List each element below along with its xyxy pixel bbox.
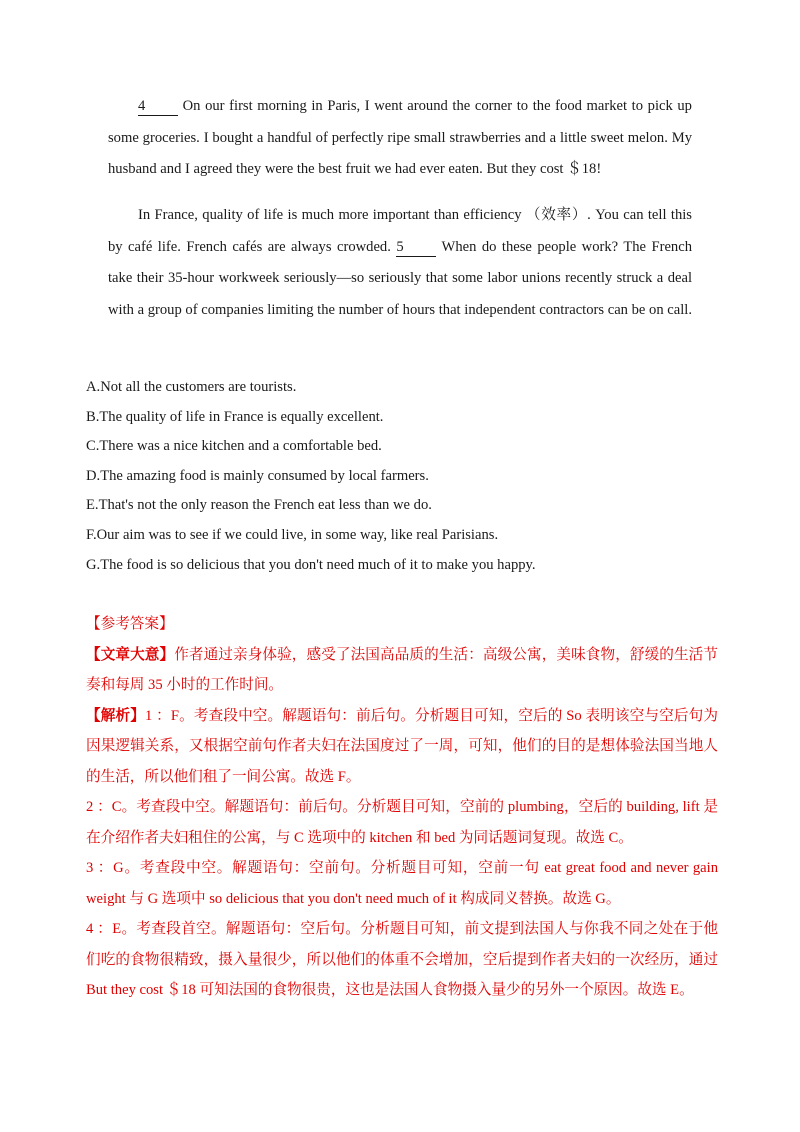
summary-paragraph: [86, 640, 718, 701]
options-list: [86, 373, 726, 580]
passage-paragraph-5: [108, 200, 692, 326]
option-f: F.Our aim was to see if we could live, in some way, like real Parisians.: [86, 526, 499, 543]
answer-section: [86, 609, 718, 1006]
analysis-item-3: 3 ：G。考查段中空。解题语句：空前句。分析题目可知，空前一句 eat great food and never gain weight 与 G 选项中 so delicious that you don't need much of it 构成同义替换。故选 G。: [86, 860, 718, 907]
option-d: D.The amazing food is mainly consumed by local farmers.: [86, 467, 429, 484]
option-e: E.That's not the only reason the French eat less than we do.: [86, 497, 432, 514]
blank-4: 4: [138, 98, 178, 116]
analysis-tag: 【解析】: [86, 707, 145, 724]
analysis-item-1: [86, 701, 718, 793]
analysis-item-2: 2 ：C。考查段中空。解题语句：前后句。分析题目可知，空前的 plumbing，空后的 building, lift 是在介绍作者夫妇租住的公寓，与 C 选项中的 kitchen 和 bed 为同话题词复现。故选 C。: [86, 799, 718, 846]
summary-text: 作者通过亲身体验，感受了法国高品质的生活：高级公寓，美味食物，舒缓的生活节奏和每周 35 小时的工作时间。: [86, 646, 718, 693]
option-c: C.There was a nice kitchen and a comfortable bed.: [86, 438, 382, 455]
passage-paragraph-4: [108, 91, 692, 186]
paragraph-4-text: On our first morning in Paris, I went around the corner to the food market to pick up some groceries. I bought a handful of perfectly ripe small strawberries and a little sweet melon. My husband and I agreed they were the best fruit we had ever eaten. But they cost ＄18!: [108, 98, 692, 177]
analysis-text-1: 1 ：F。考查段中空。解题语句：前后句。分析题目可知，空后的 So 表明该空与空后句为因果逻辑关系，又根据空前句作者夫妇在法国度过了一周，可知，他们的目的是想体验法国当地人的生活，所以他们租了一间公寓。故选 F。: [86, 707, 718, 785]
blank-5: 5: [396, 239, 436, 257]
option-a: A.Not all the customers are tourists.: [86, 379, 297, 395]
answer-heading: 【参考答案】: [86, 616, 174, 632]
analysis-item-4: 4 ：E。考查段首空。解题语句：空后句。分析题目可知，前文提到法国人与你我不同之处在于他们吃的食物很精致，摄入量很少，所以他们的体重不会增加，空后提到作者夫妇的一次经历，通过 But they cost ＄18 可知法国的食物很贵，这也是法国人食物摄入量少的另外一个原因。故选 E。: [86, 921, 718, 998]
paragraph-5-after: When do these people work? The French take their 35-hour workweek seriously—so seriously that some labor unions recently struck a deal with a group of companies limiting the number of hours that independent contractors can be on call.: [108, 238, 693, 318]
option-b: B.The quality of life in France is equally excellent.: [86, 408, 384, 425]
summary-tag: 【文章大意】: [86, 646, 175, 663]
paragraph-5-before: In France, quality of life is much more important than efficiency （效率）. You can tell this by café life. French cafés are always crowded.: [108, 207, 692, 255]
option-g: G.The food is so delicious that you don't need much of it to make you happy.: [86, 556, 536, 573]
